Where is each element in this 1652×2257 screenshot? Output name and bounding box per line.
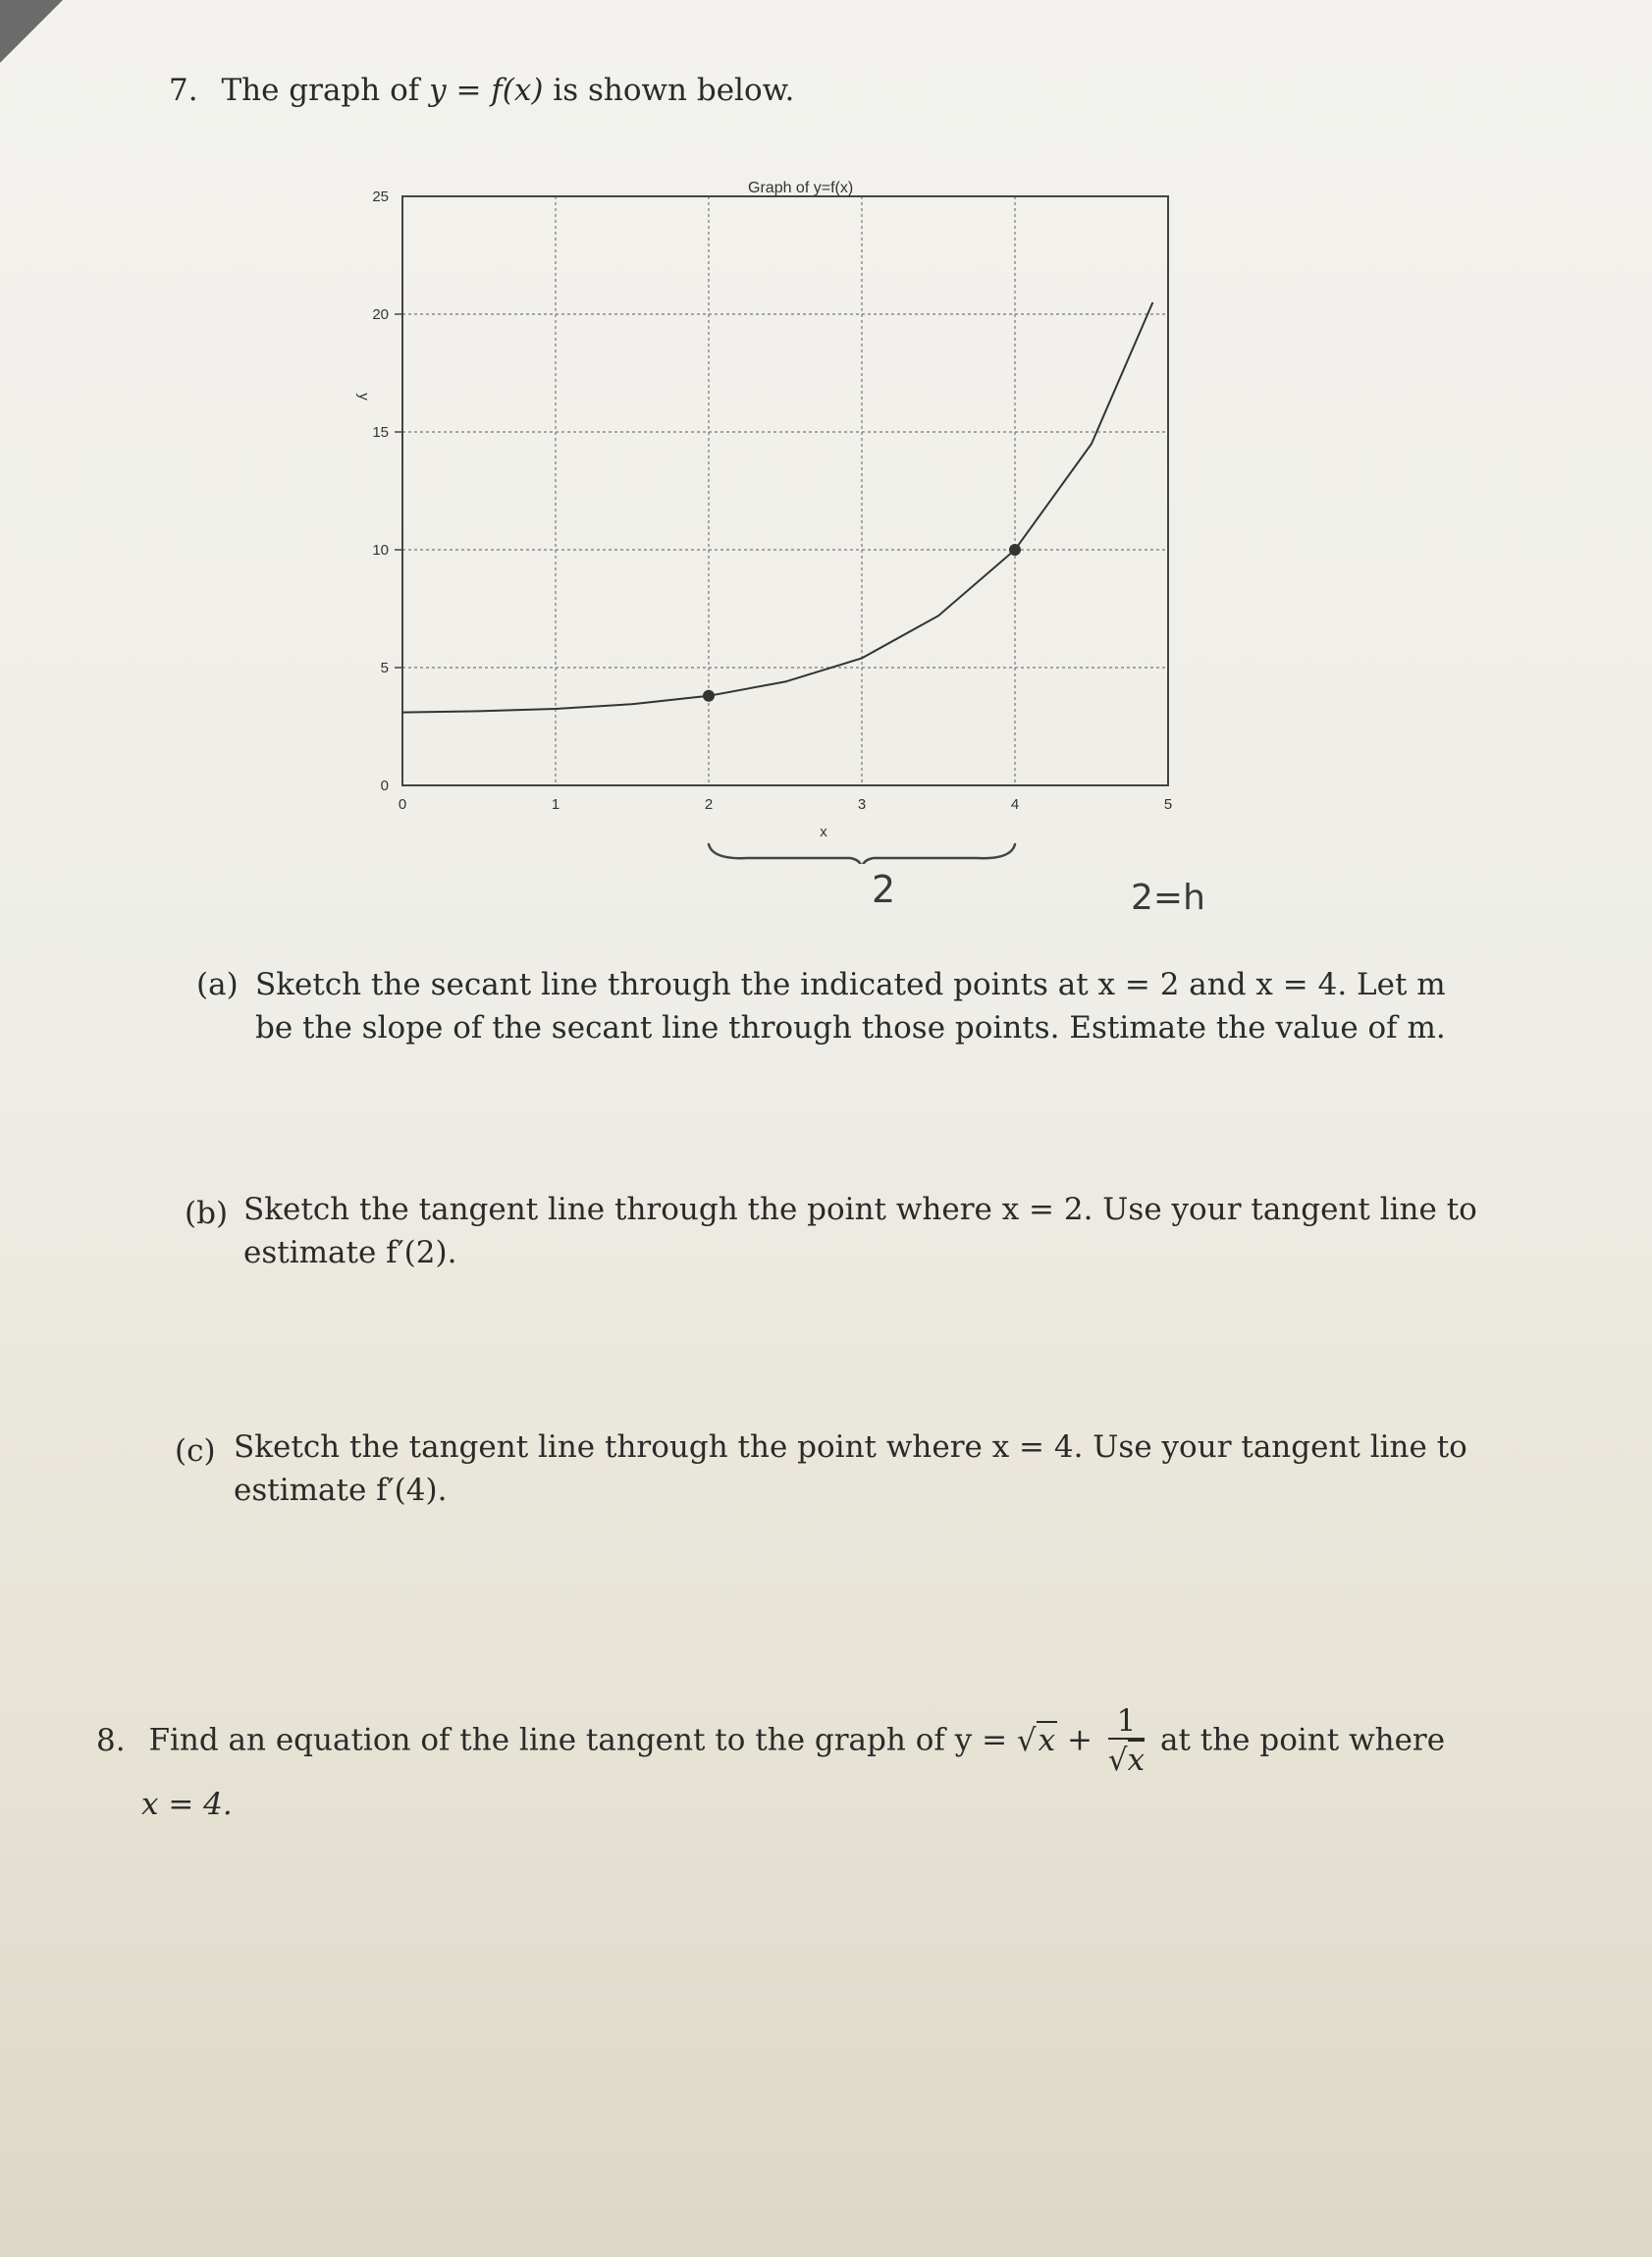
part-b-line1: Sketch the tangent line through the point where x = 2. Use your tangent line to: [243, 1192, 1477, 1227]
x-axis-label: x: [820, 824, 827, 840]
problem-8-text-after: at the point where: [1159, 1722, 1446, 1758]
x-tick-label: 2: [704, 796, 714, 813]
problem-7-heading: [169, 69, 794, 112]
part-c-line2: estimate f′(4).: [234, 1473, 448, 1508]
y-axis-label: y: [355, 393, 372, 401]
y-tick-label: 10: [372, 542, 389, 559]
x-tick-label: 4: [1010, 796, 1020, 813]
y-tick-label: 0: [380, 778, 389, 794]
chart-grid: [395, 196, 1168, 785]
page-corner-shadow: [0, 0, 63, 63]
part-b-label: (b): [185, 1196, 229, 1231]
x-tick-label: 3: [857, 796, 867, 813]
part-a-line1: Sketch the secant line through the indicated points at x = 2 and x = 4. Let m: [255, 967, 1446, 1002]
problem-7-text-before: The graph of: [221, 73, 420, 108]
y-tick-label: 20: [372, 306, 389, 323]
problem-7-math: y = f(x): [429, 73, 544, 108]
handwritten-note-h: 2=h: [1131, 878, 1205, 918]
problem-7-number: 7.: [169, 73, 198, 108]
y-tick-label: 15: [372, 424, 389, 441]
x-tick-labels: [399, 796, 1172, 813]
handwritten-brace: [709, 844, 1015, 864]
x-tick-label: 1: [551, 796, 560, 813]
indicated-point: [703, 690, 715, 702]
fraction-denominator: √x: [1108, 1740, 1145, 1779]
graph-of-f: [334, 177, 1217, 864]
handwritten-brace-label: 2: [872, 868, 896, 911]
fraction-numerator: 1: [1108, 1704, 1145, 1740]
part-c-line1: Sketch the tangent line through the point where x = 4. Use your tangent line to: [234, 1429, 1467, 1465]
part-c-label: (c): [175, 1433, 216, 1469]
sqrt-x: √x: [1016, 1722, 1056, 1758]
indicated-point: [1009, 544, 1021, 556]
part-a-label: (a): [196, 967, 239, 1002]
fraction-denominator-radicand: x: [1128, 1740, 1145, 1779]
part-b-line2: estimate f′(2).: [243, 1235, 457, 1270]
plus-sign: +: [1067, 1722, 1092, 1758]
series-f-curve: [402, 302, 1152, 713]
chart-title: Graph of y=f(x): [748, 180, 854, 196]
y-tick-label: 5: [380, 660, 389, 676]
sqrt-radicand: x: [1038, 1722, 1056, 1758]
y-tick-labels: [372, 188, 389, 794]
part-a-line2: be the slope of the secant line through those points. Estimate the value of m.: [255, 1010, 1446, 1046]
x-tick-label: 5: [1163, 796, 1173, 813]
fraction-one-over-sqrt-x: [1108, 1704, 1145, 1779]
y-tick-label: 25: [372, 188, 389, 205]
problem-8: [96, 1704, 1549, 1826]
problem-8-number: 8.: [96, 1722, 126, 1758]
problem-8-text-before: Find an equation of the line tangent to the graph of y =: [148, 1722, 1008, 1758]
problem-7-text-after: is shown below.: [553, 73, 795, 108]
x-tick-label: 0: [398, 796, 407, 813]
chart-frame: [402, 196, 1168, 785]
problem-8-line2: x = 4.: [141, 1787, 233, 1822]
